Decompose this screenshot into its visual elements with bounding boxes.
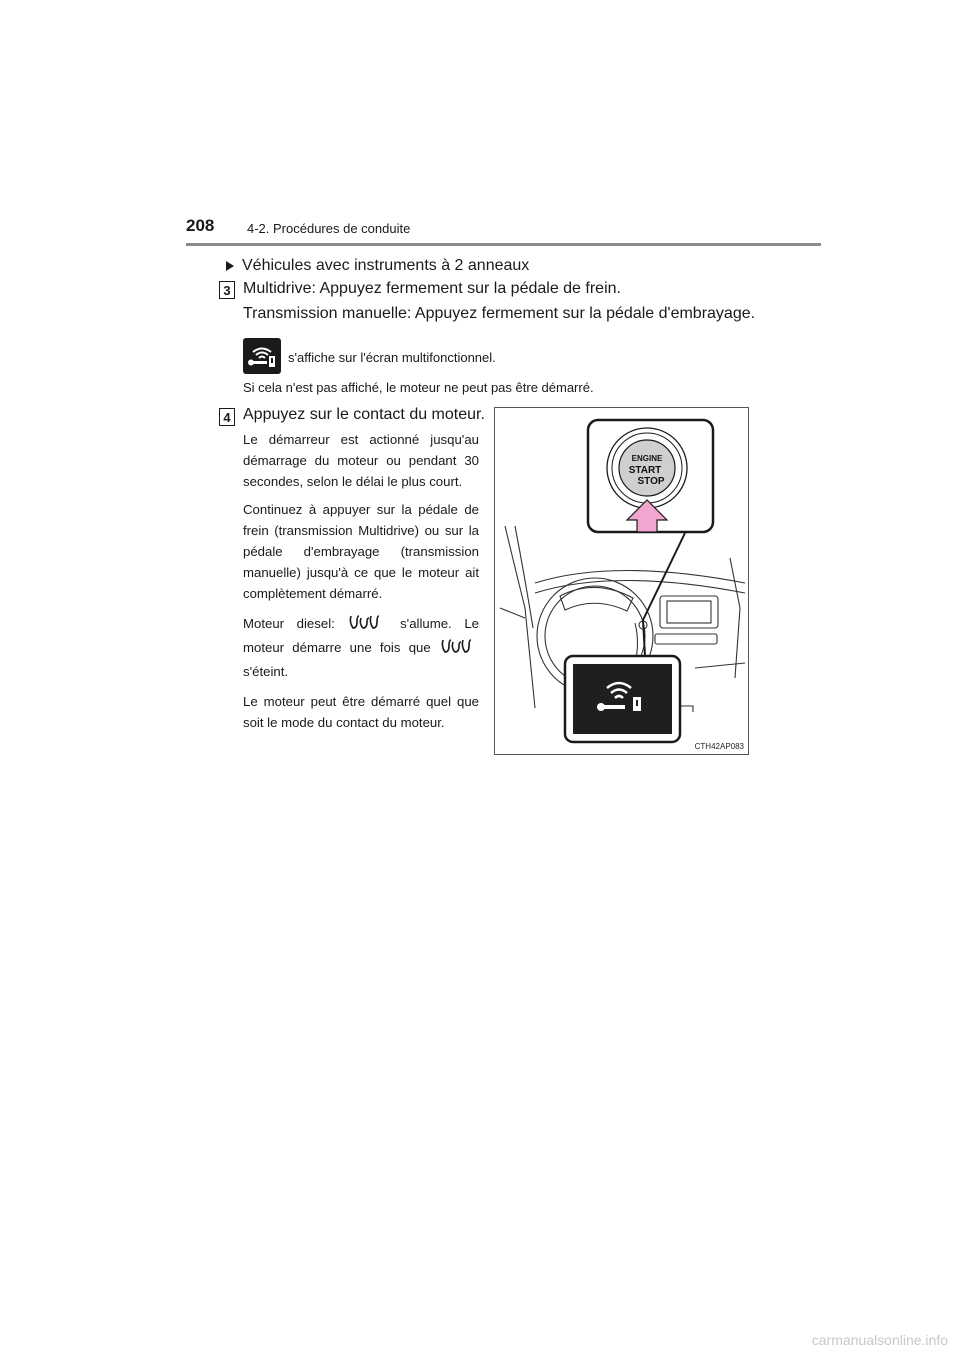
step-4-number: 4 bbox=[219, 408, 235, 426]
dashboard-illustration bbox=[495, 408, 749, 755]
key-wireless-indicator-icon bbox=[243, 338, 281, 374]
button-label-start: START bbox=[628, 465, 662, 476]
bullet-heading-text: Véhicules avec instruments à 2 anneaux bbox=[242, 257, 530, 274]
step-3-note: Si cela n'est pas affiché, le moteur ne peut pas être démarré. bbox=[243, 380, 594, 395]
step-4-paragraph-4: Le moteur peut être démarré quel que soit le mode du contact du moteur. bbox=[243, 694, 479, 731]
diesel-text-mid: s'allume. Le moteur démarre une fois que bbox=[243, 616, 479, 656]
figure-code: CTH42AP083 bbox=[694, 742, 744, 751]
glow-plug-indicator-icon bbox=[347, 614, 387, 630]
step-4-title: Appuyez sur le contact du moteur. bbox=[243, 406, 485, 423]
indicator-description: s'affiche sur l'écran multifonctionnel. bbox=[288, 350, 496, 365]
page-number: 208 bbox=[186, 216, 215, 235]
step-4-paragraph-2: Continuez à appuyer sur la pédale de frein (transmission Multidrive) ou sur la pédale d'embrayage (transmission manuelle) jusqu'à ce que le moteur ait complètement démarré. bbox=[243, 502, 479, 601]
step-4-paragraph-3 bbox=[243, 612, 479, 684]
header-rule bbox=[186, 243, 821, 246]
step-4-paragraph-1: Le démarreur est actionné jusqu'au démarrage du moteur ou pendant 30 secondes, selon le délai le plus court. bbox=[243, 432, 479, 489]
watermark: carmanualsonline.info bbox=[811, 1332, 948, 1348]
button-label-stop: STOP bbox=[637, 476, 665, 487]
section-title: 4-2. Procédures de conduite bbox=[247, 221, 411, 236]
button-label-engine: ENGINE bbox=[631, 454, 663, 463]
triangle-bullet-icon bbox=[226, 261, 234, 271]
bullet-heading bbox=[226, 257, 529, 275]
engine-start-figure bbox=[494, 407, 749, 755]
diesel-label: Moteur diesel: bbox=[243, 616, 335, 632]
step-3-number: 3 bbox=[219, 281, 235, 299]
glow-plug-indicator-icon bbox=[439, 638, 479, 654]
step-3-line-2: Transmission manuelle: Appuyez fermement sur la pédale d'embrayage. bbox=[243, 305, 756, 322]
step-3-line-1: Multidrive: Appuyez fermement sur la pédale de frein. bbox=[243, 280, 621, 297]
diesel-text-end: s'éteint. bbox=[243, 664, 289, 680]
step-4-body bbox=[243, 430, 479, 742]
